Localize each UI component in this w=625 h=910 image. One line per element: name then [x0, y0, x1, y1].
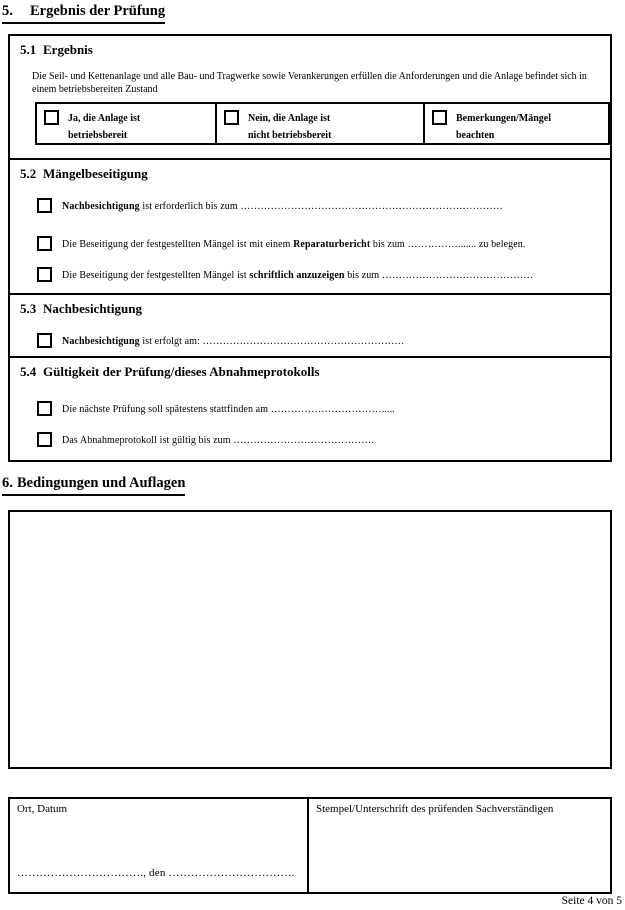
- row-text: Die nächste Prüfung soll spätestens stattfinden am …………………………….....: [62, 404, 395, 415]
- stempel-unterschrift-label: Stempel/Unterschrift des prüfenden Sachverständigen: [316, 803, 554, 815]
- option-label-line1: Bemerkungen/Mängel: [456, 113, 551, 124]
- row-reparaturbericht: [37, 235, 610, 252]
- row-text: Die Beseitigung der festgestellten Mängel ist schriftlich anzuzeigen bis zum ………………………………………: [62, 270, 534, 281]
- section-5-1-title-label: Ergebnis: [43, 42, 93, 57]
- section6-heading-label: Bedingungen und Auflagen: [17, 475, 186, 491]
- section-5-1-paragraph: Die Seil- und Kettenanlage und alle Bau- und Tragwerke sowie Verankerungen erfüllen die Anforderungen und die Anlage befindet sich in einem betriebsbereiten Zustand: [32, 71, 587, 95]
- option-bemerkungen-beachten: [423, 104, 608, 143]
- option-label-line2: beachten: [456, 130, 495, 141]
- checkbox-anlage-nicht-betriebsbereit[interactable]: [224, 110, 239, 125]
- row-protokoll-gueltig: [37, 431, 610, 448]
- option-label: [248, 109, 331, 144]
- option-anlage-nicht-betriebsbereit: [215, 104, 423, 143]
- section6-heading: [2, 475, 185, 496]
- section-5-1-ergebnis: [10, 36, 610, 158]
- checkbox-nachbesichtigung-erforderlich[interactable]: [37, 198, 52, 213]
- section-5-4-gueltigkeit: [10, 356, 610, 460]
- section-5-2-maengelbeseitigung: [10, 158, 610, 293]
- section-5-3-title-label: Nachbesichtigung: [43, 301, 142, 316]
- option-label: [456, 109, 551, 144]
- option-label-line2: betriebsbereit: [68, 130, 128, 141]
- section-5-2-title-label: Mängelbeseitigung: [43, 166, 148, 181]
- section-5-3-nachbesichtigung: [10, 293, 610, 356]
- row-nachbesichtigung-erforderlich: [37, 197, 610, 214]
- row-text: Nachbesichtigung ist erfolgt am: ……………………………………………………: [62, 336, 405, 347]
- section-5-2-number: 5.2: [20, 166, 37, 181]
- checkbox-reparaturbericht[interactable]: [37, 236, 52, 251]
- row-naechste-pruefung: [37, 400, 610, 417]
- checkbox-anlage-betriebsbereit[interactable]: [44, 110, 59, 125]
- checkbox-schriftlich-anzuzeigen[interactable]: [37, 267, 52, 282]
- ort-datum-cell: [10, 799, 309, 892]
- bedingungen-auflagen-box[interactable]: [8, 510, 612, 769]
- signature-table: [8, 797, 612, 894]
- section-5-4-title-label: Gültigkeit der Prüfung/dieses Abnahmeprotokolls: [43, 364, 320, 379]
- option-label-line2: nicht betriebsbereit: [248, 130, 332, 141]
- section6-heading-number: 6.: [2, 475, 13, 491]
- ort-datum-label: Ort, Datum: [17, 803, 68, 815]
- section-5-1-title: [10, 36, 610, 58]
- section-5-4-number: 5.4: [20, 364, 37, 379]
- option-anlage-betriebsbereit: [37, 104, 215, 143]
- checkbox-protokoll-gueltig[interactable]: [37, 432, 52, 447]
- section5-heading: [2, 3, 165, 24]
- section-5-4-title: [10, 358, 610, 380]
- section-5-3-title: [10, 295, 610, 317]
- option-label-line1: Ja, die Anlage ist: [68, 113, 141, 124]
- section5-heading-label: Ergebnis der Prüfung: [30, 3, 166, 19]
- section5-heading-number: 5.: [2, 3, 13, 19]
- results-section-box: [8, 34, 612, 462]
- section-5-1-number: 5.1: [20, 42, 37, 57]
- page-number: Seite 4 von 5: [561, 895, 622, 907]
- result-options-table: [35, 102, 610, 145]
- section-5-3-number: 5.3: [20, 301, 37, 316]
- row-text: Nachbesichtigung ist erforderlich bis zum ……………………………………………………………………: [62, 201, 503, 212]
- stempel-unterschrift-cell[interactable]: [309, 799, 610, 892]
- option-label: [68, 109, 140, 144]
- row-text: Das Abnahmeprotokoll ist gültig bis zum ……………………………………: [62, 435, 375, 446]
- ort-datum-fill-line: ……………………………., den …………………………….: [17, 867, 295, 879]
- row-text: Die Beseitigung der festgestellten Mängel ist mit einem Reparaturbericht bis zum ……………....... zu belegen.: [62, 239, 526, 250]
- section-5-2-title: [10, 160, 610, 182]
- option-label-line1: Nein, die Anlage ist: [248, 113, 331, 124]
- checkbox-nachbesichtigung-erfolgt[interactable]: [37, 333, 52, 348]
- row-nachbesichtigung-erfolgt: [37, 332, 610, 349]
- checkbox-naechste-pruefung[interactable]: [37, 401, 52, 416]
- row-schriftlich-anzuzeigen: [37, 266, 610, 283]
- checkbox-bemerkungen-beachten[interactable]: [432, 110, 447, 125]
